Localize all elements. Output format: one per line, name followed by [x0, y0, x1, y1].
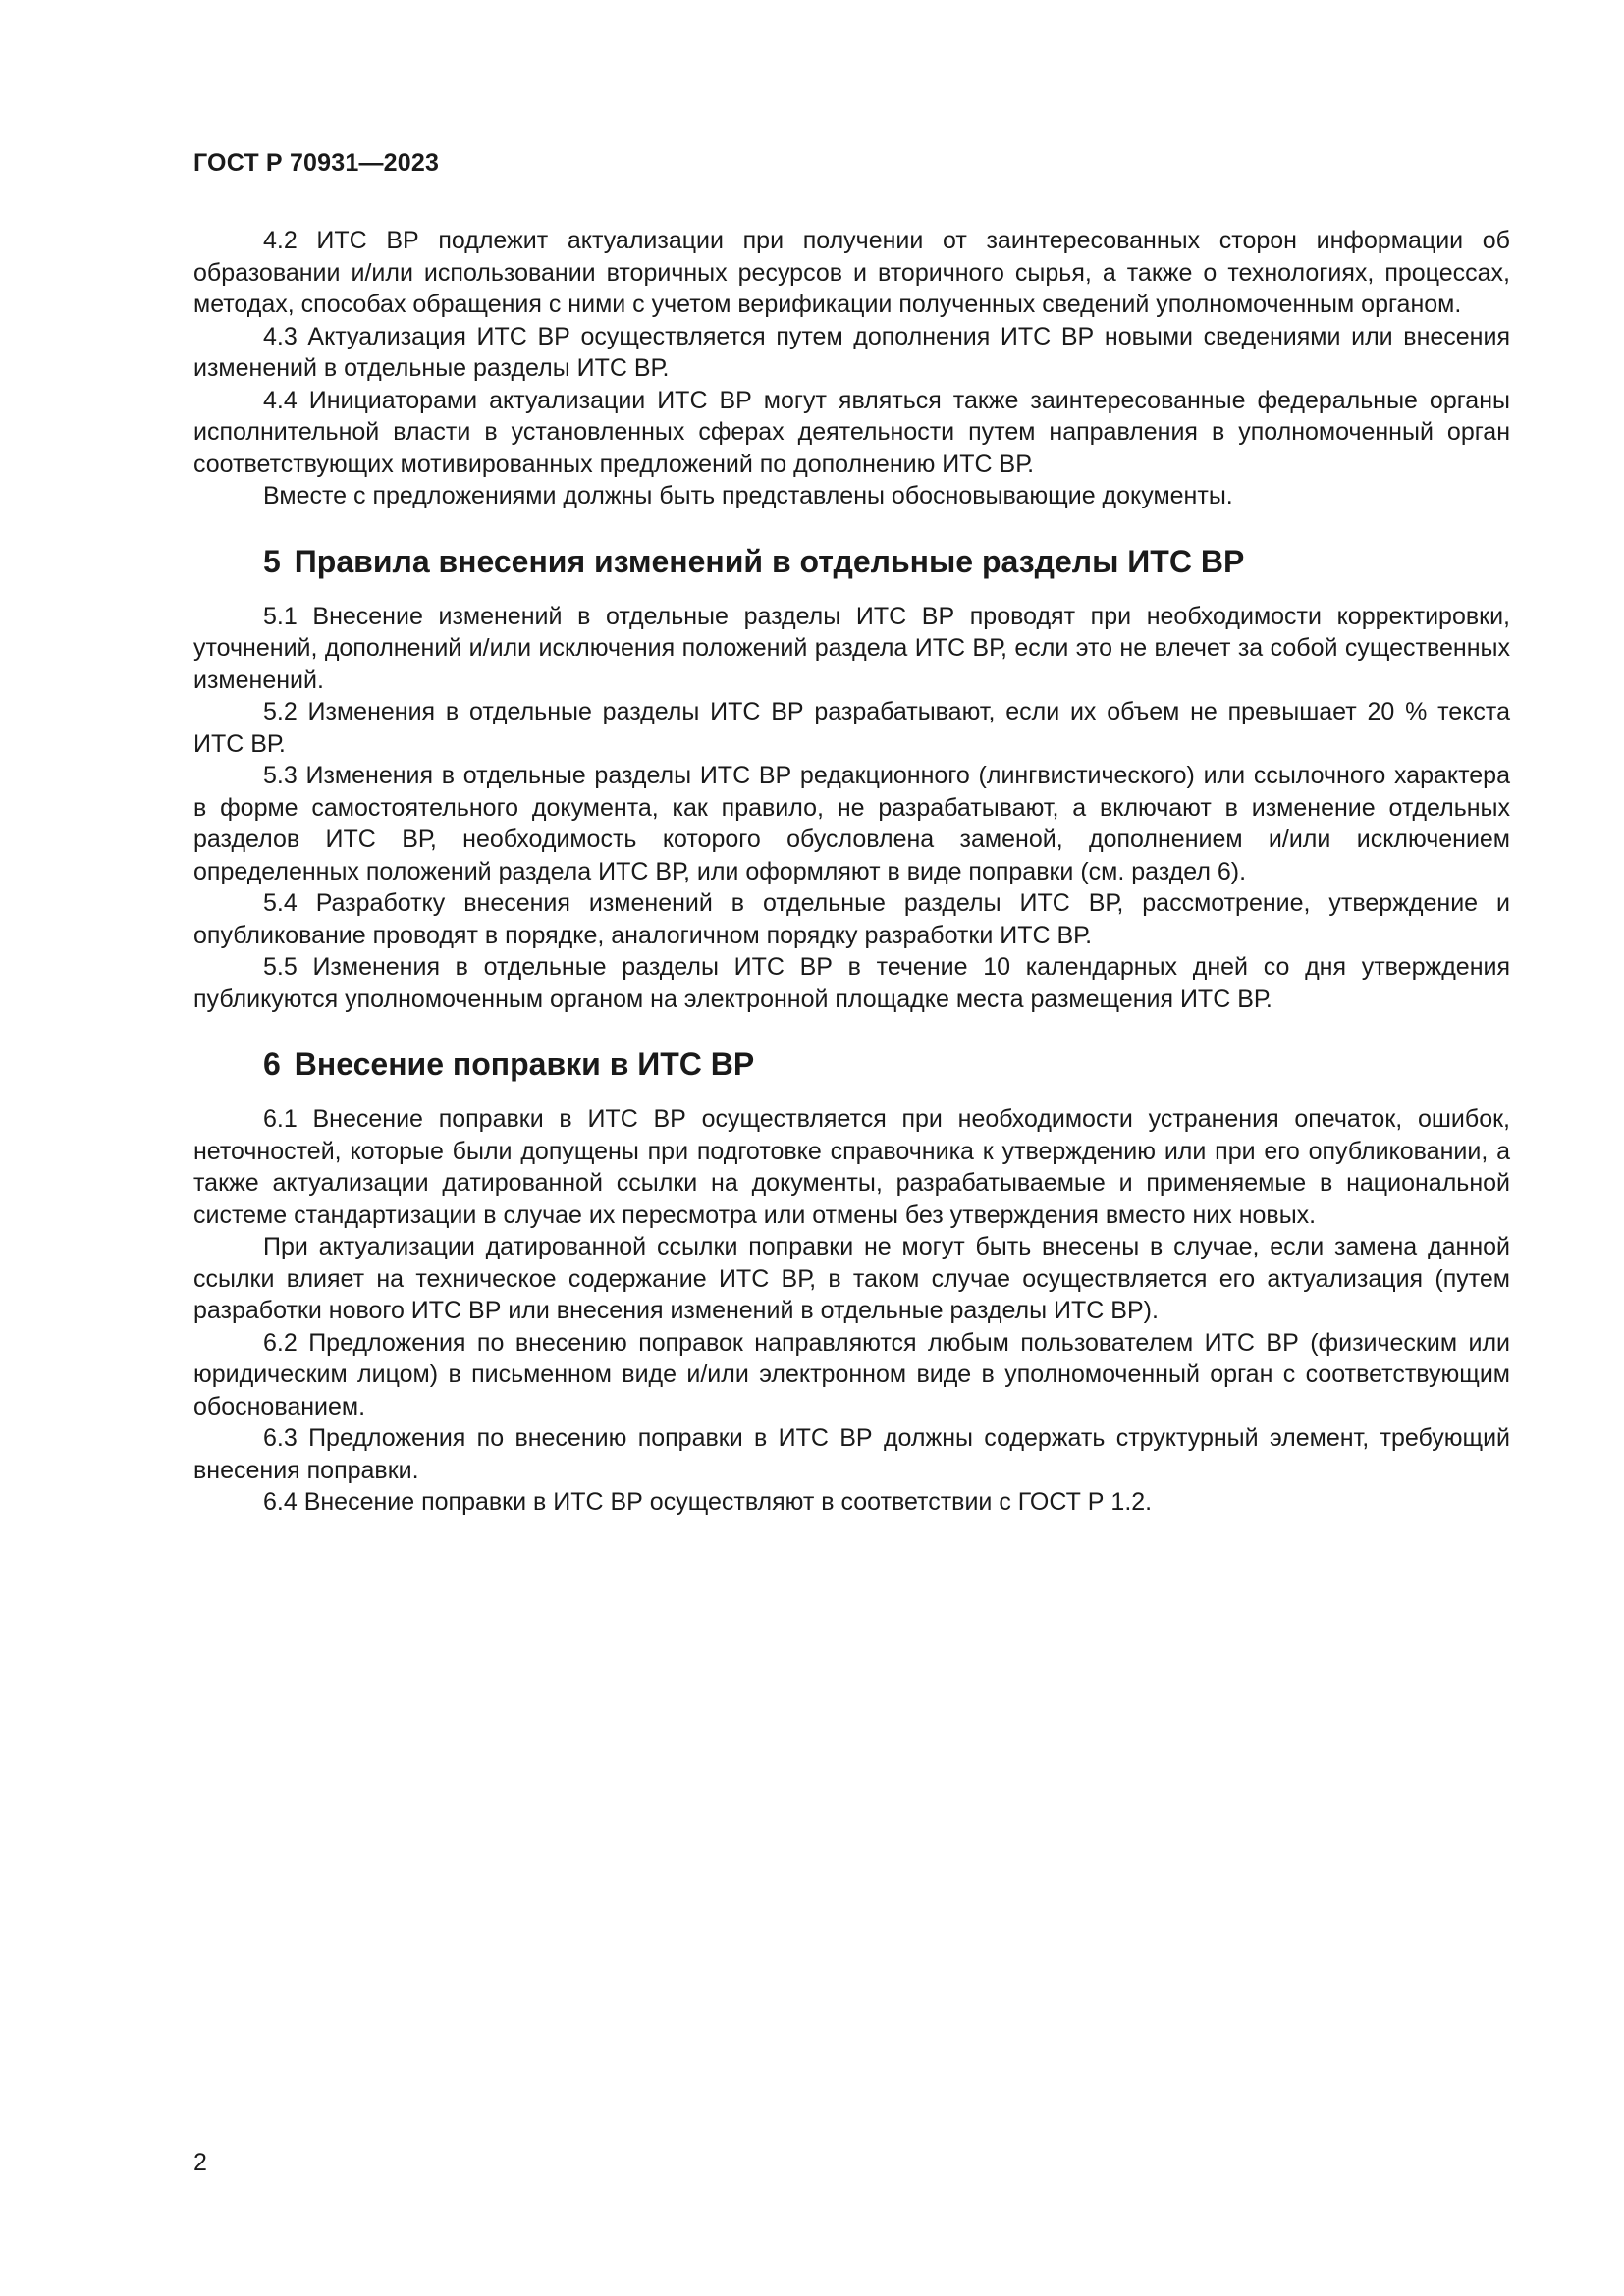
page-number: 2	[193, 2149, 207, 2176]
section-6-heading	[193, 1044, 1510, 1084]
document-code-header: ГОСТ Р 70931—2023	[193, 149, 440, 177]
paragraph-4-3: 4.3 Актуализация ИТС ВР осуществляется путем дополнения ИТС ВР новыми сведениями или внесения изменений в отдельные разделы ИТС ВР.	[193, 322, 1510, 382]
paragraph-6-4: 6.4 Внесение поправки в ИТС ВР осуществляют в соответствии с ГОСТ Р 1.2.	[263, 1488, 1153, 1516]
paragraph-6-3: 6.3 Предложения по внесению поправки в ИТС ВР должны содержать структурный элемент, требующий внесения поправки.	[193, 1424, 1510, 1484]
section-6-title: Внесение поправки в ИТС ВР	[294, 1046, 755, 1082]
paragraph-6-1-note: При актуализации датированной ссылки поправки не могут быть внесены в случае, если замена данной ссылки влияет на техническое содержание ИТС ВР, в таком случае осуществляется его актуализация (путем разработки нового ИТС ВР или внесения изменений в отдельные разделы ИТС ВР).	[193, 1233, 1510, 1324]
document-body	[193, 225, 1510, 1519]
paragraph-6-2: 6.2 Предложения по внесению поправок направляются любым пользователем ИТС ВР (физическим или юридическим лицом) в письменном виде и/или электронном виде в уполномоченный орган с соответствующим обоснованием.	[193, 1328, 1510, 1420]
paragraph-4-4-note: Вместе с предложениями должны быть представлены обосновывающие документы.	[263, 482, 1233, 509]
paragraph-5-4: 5.4 Разработку внесения изменений в отдельные разделы ИТС ВР, рассмотрение, утверждение и опубликование проводят в порядке, аналогичном порядку разработки ИТС ВР.	[193, 889, 1510, 949]
section-5-heading	[193, 542, 1510, 581]
paragraph-4-4: 4.4 Инициаторами актуализации ИТС ВР могут являться также заинтересованные федеральные органы исполнительной власти в установленных сферах деятельности путем направления в уполномоченный орган соответствующих мотивированных предложений по дополнению ИТС ВР.	[193, 386, 1510, 478]
paragraph-6-1: 6.1 Внесение поправки в ИТС ВР осуществляется при необходимости устранения опечаток, ошибок, неточностей, которые были допущены при подготовке справочника к утверждению или при его опубликовании, а также актуализации датированной ссылки на документы, разрабатываемые и применяемые в национальной системе стандартизации в случае их пересмотра или отмены без утверждения вместо них новых.	[193, 1105, 1510, 1229]
paragraph-5-5: 5.5 Изменения в отдельные разделы ИТС ВР в течение 10 календарных дней со дня утверждения публикуются уполномоченным органом на электронной площадке места размещения ИТС ВР.	[193, 953, 1510, 1013]
paragraph-5-3: 5.3 Изменения в отдельные разделы ИТС ВР редакционного (лингвистического) или ссылочного характера в форме самостоятельного документа, как правило, не разрабатывают, а включают в изменение отдельных разделов ИТС ВР, необходимость которого обусловлена заменой, дополнением и/или исключением определенных положений раздела ИТС ВР, или оформляют в виде поправки (см. раздел 6).	[193, 762, 1510, 885]
paragraph-4-2: 4.2 ИТС ВР подлежит актуализации при получении от заинтересованных сторон информации об образовании и/или использовании вторичных ресурсов и вторичного сырья, а также о технологиях, процессах, методах, способах обращения с ними с учетом верификации полученных сведений уполномоченным органом.	[193, 227, 1510, 318]
paragraph-5-1: 5.1 Внесение изменений в отдельные разделы ИТС ВР проводят при необходимости корректировки, уточнений, дополнений и/или исключения положений раздела ИТС ВР, если это не влечет за собой существенных изменений.	[193, 602, 1510, 694]
section-6-number: 6	[263, 1046, 281, 1082]
section-5-number: 5	[263, 543, 281, 579]
section-5-title: Правила внесения изменений в отдельные разделы ИТС ВР	[294, 543, 1245, 579]
paragraph-5-2: 5.2 Изменения в отдельные разделы ИТС ВР разрабатывают, если их объем не превышает 20 % текста ИТС ВР.	[193, 698, 1510, 758]
